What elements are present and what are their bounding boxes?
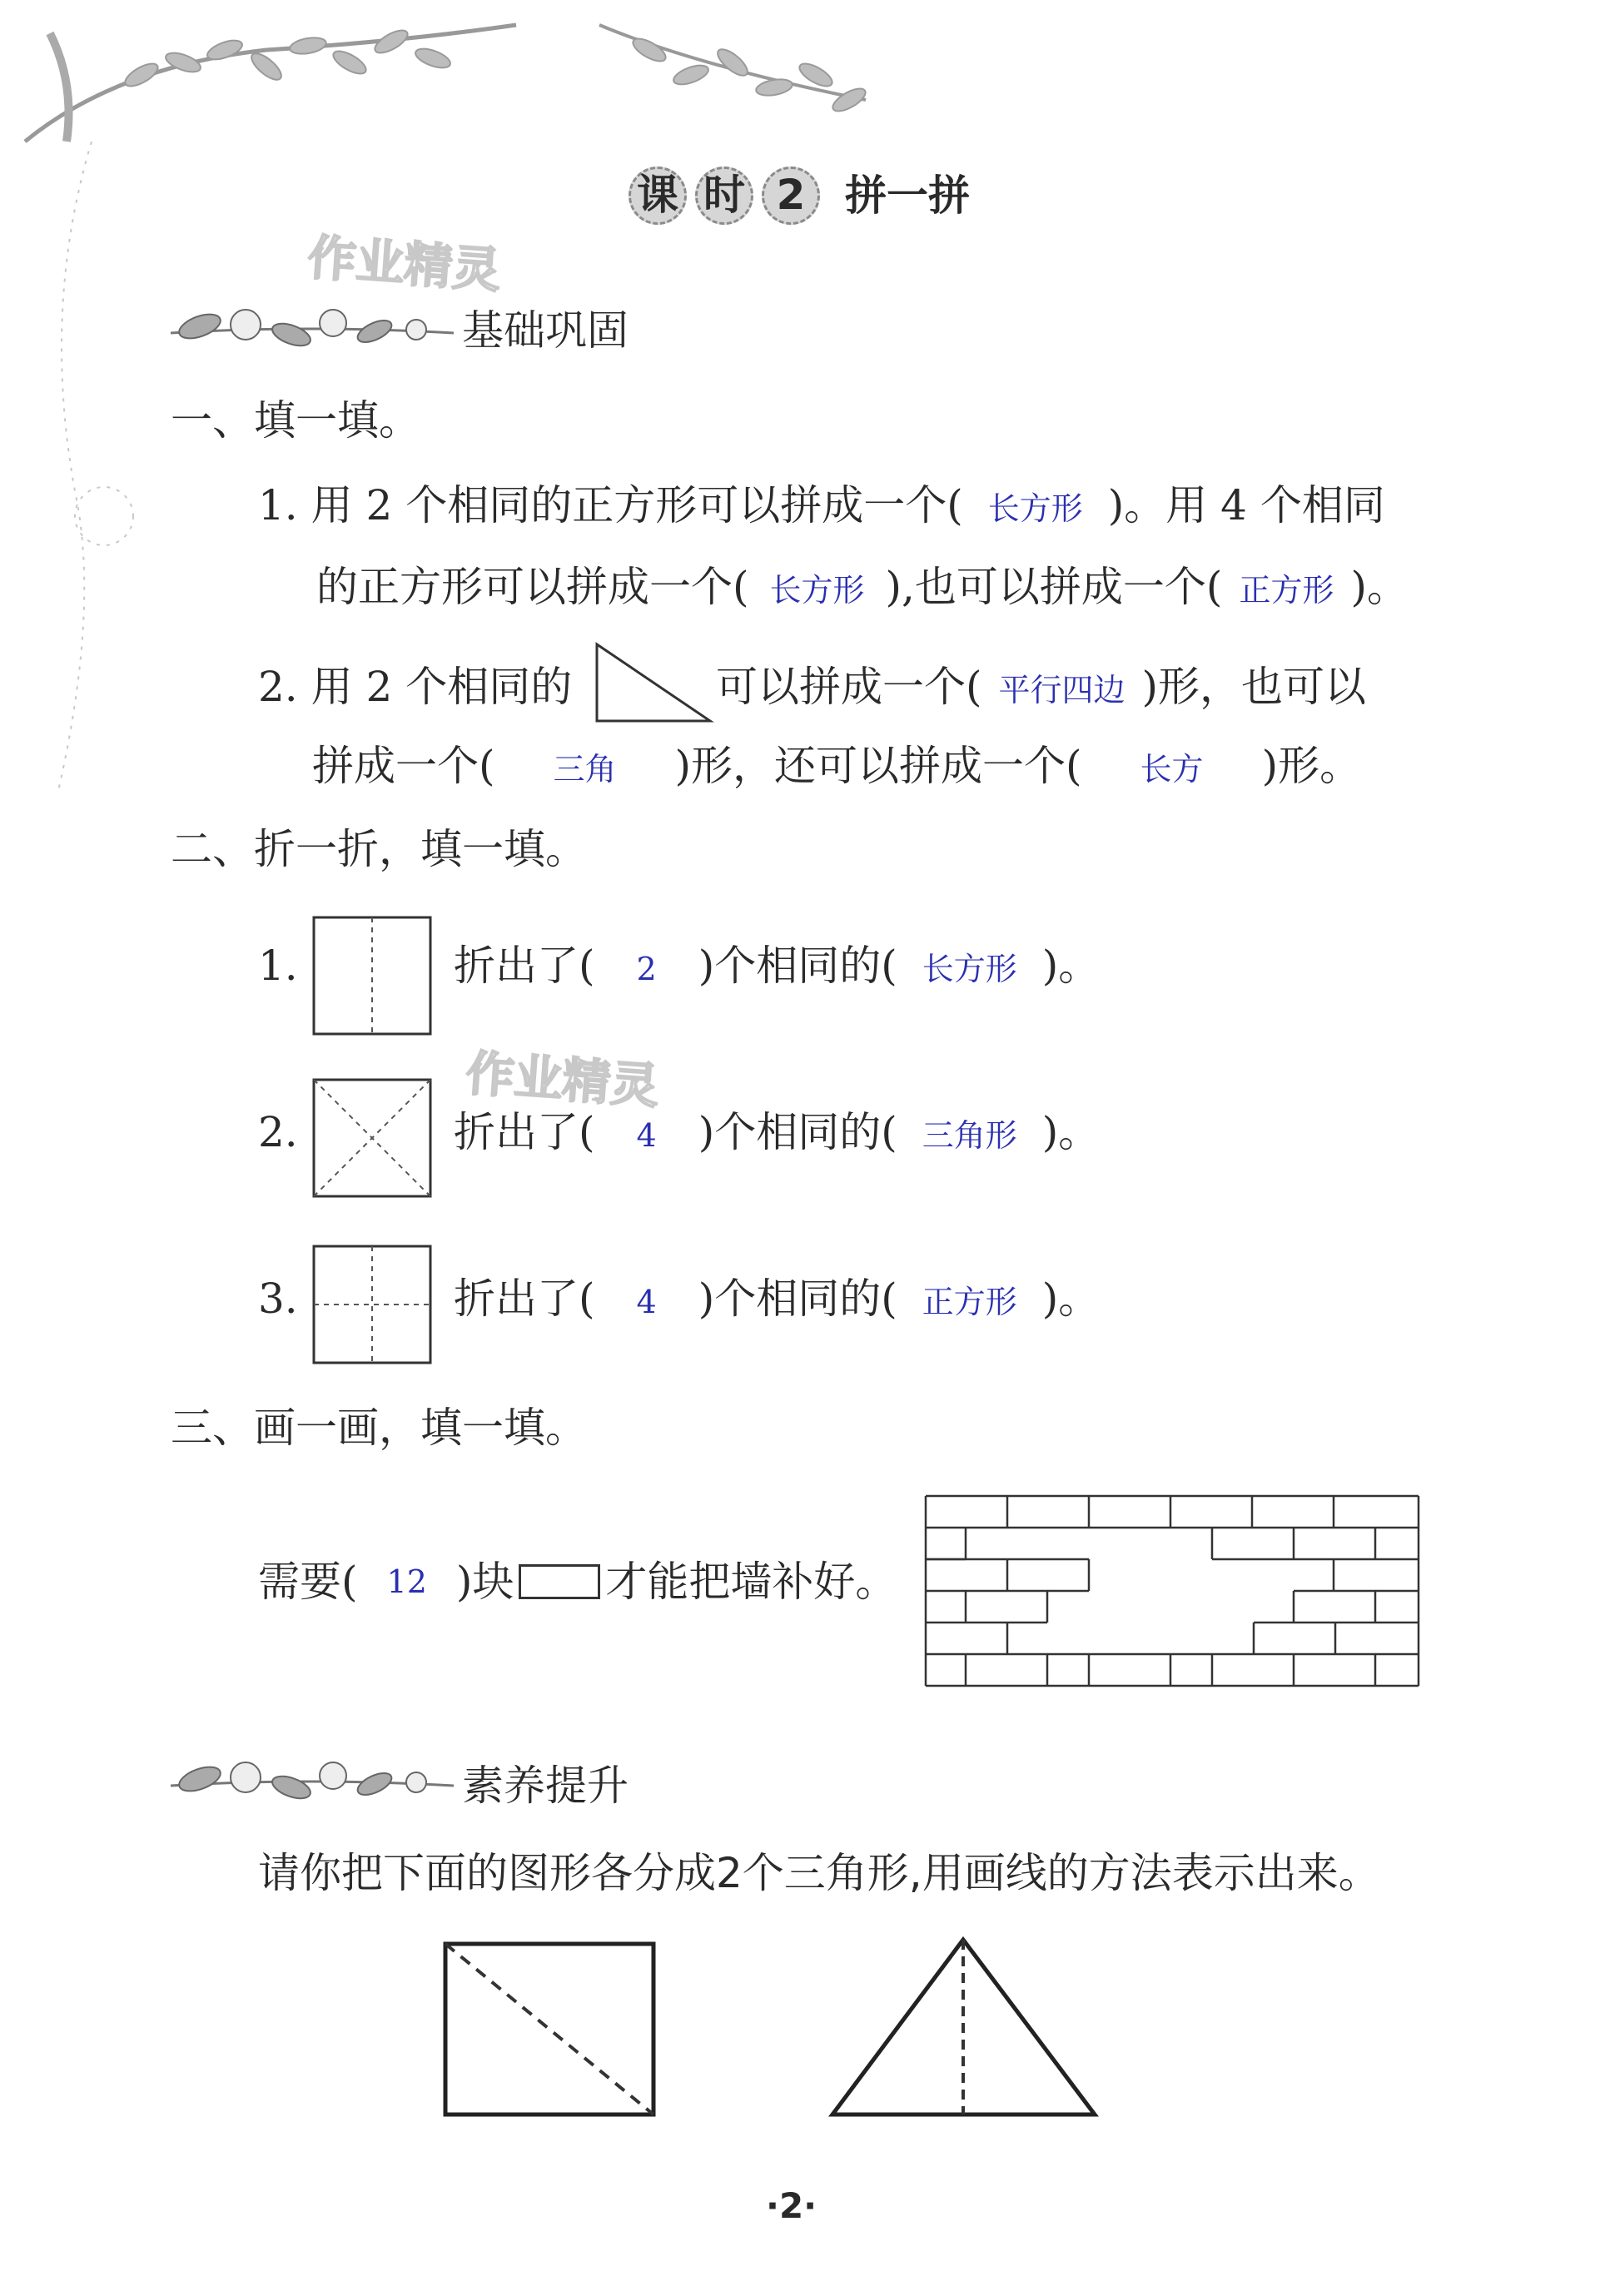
part1-q2-text6: )形。 [1261,742,1362,790]
part1-q2-ans3: 长方 [1140,751,1204,788]
fold-item-1-mid: )个相同的( [698,942,897,990]
flower-decoration-2 [166,1752,458,1811]
fold-item-2 [454,1108,1101,1156]
part1-q1-text4: ),也可以拼成一个( [885,563,1223,611]
part1-q1-ans2: 长方形 [769,572,865,609]
part1-q2-text4: 拼成一个( [312,742,495,790]
fold-item-3-shape: 正方形 [922,1284,1017,1320]
part1-q1-text5: )。 [1350,563,1409,611]
fold-item-2-count: 4 [636,1117,657,1154]
fold-square-3 [312,1245,433,1365]
isosceles-triangle-figure [828,1936,1099,2119]
part1-q2-ans2: 三角 [553,751,617,788]
part1-q1-text2: )。用 4 个相同 [1107,481,1385,529]
part3-heading: 三、画一画，填一填。 [171,1404,587,1452]
part1-q2-line1b [716,663,1367,711]
triangle-figure [594,641,714,724]
fold-item-3-post: )。 [1041,1275,1101,1323]
part1-q2-ans1: 平行四边 [998,672,1125,708]
fold-item-3-num: 3. [258,1275,298,1323]
part1-q1-ans1: 长方形 [987,490,1083,527]
fold-item-2-post: )。 [1041,1108,1101,1156]
lesson-label-2: 时 [695,166,753,225]
part1-q1-ans3: 正方形 [1239,572,1334,609]
fold-item-3-pre: 折出了( [454,1275,595,1323]
fold-item-1-pre: 折出了( [454,942,595,990]
part1-q1-text1: 1. 用 2 个相同的正方形可以拼成一个( [258,481,963,529]
rectangle-figure [441,1940,658,2119]
part4-instruction: 请你把下面的图形各分成2个三角形,用画线的方法表示出来。 [258,1849,1380,1897]
branch-decoration [17,17,891,158]
flower-decoration-1 [166,300,458,358]
fold-item-1-post: )。 [1041,942,1101,990]
fold-item-2-num: 2. [258,1108,298,1156]
part3-post: 才能把墙补好。 [605,1558,897,1606]
fold-item-3-mid: )个相同的( [698,1275,897,1323]
part1-q2-text3: )形，也可以 [1141,663,1367,711]
part1-heading: 一、填一填。 [171,396,420,445]
fold-item-1-num: 1. [258,942,298,990]
lesson-number: 2 [762,166,820,225]
part1-q1-line1 [258,481,1385,529]
part1-q2-text5: )形，还可以拼成一个( [674,742,1082,790]
lesson-title-text: 拼一拼 [845,171,970,220]
section-basic: 基础巩固 [462,306,629,355]
part2-heading: 二、折一折，填一填。 [171,825,587,873]
part1-q1-line2 [316,563,1409,611]
brick-wall [924,1494,1424,1690]
fold-item-2-shape: 三角形 [922,1117,1017,1154]
part3-sentence [258,1558,897,1606]
margin-dashed-curve [25,142,142,791]
part1-q2-line2 [312,742,1362,790]
section-advanced: 素养提升 [462,1762,629,1810]
part1-q2-text1: 2. 用 2 个相同的 [258,663,573,711]
watermark-2: 作业精灵 [464,1044,661,1115]
part3-mid: )块 [455,1558,514,1606]
fold-item-2-pre: 折出了( [454,1108,595,1156]
watermark-1: 作业精灵 [306,228,503,299]
lesson-title [629,166,970,225]
fold-square-1 [312,916,433,1036]
part1-q1-text3: 的正方形可以拼成一个( [316,563,749,611]
fold-item-3 [454,1275,1101,1323]
brick-icon [519,1564,600,1599]
part3-ans: 12 [386,1563,427,1600]
part3-pre: 需要( [258,1558,358,1606]
fold-item-2-mid: )个相同的( [698,1108,897,1156]
page-number: ·2· [766,2185,817,2226]
part1-q2-text2: 可以拼成一个( [716,663,982,711]
lesson-label-1: 课 [629,166,687,225]
fold-item-1-shape: 长方形 [922,951,1017,987]
fold-item-3-count: 4 [636,1284,657,1320]
fold-item-1 [454,942,1101,990]
fold-square-2 [312,1078,433,1199]
fold-item-1-count: 2 [636,951,657,987]
